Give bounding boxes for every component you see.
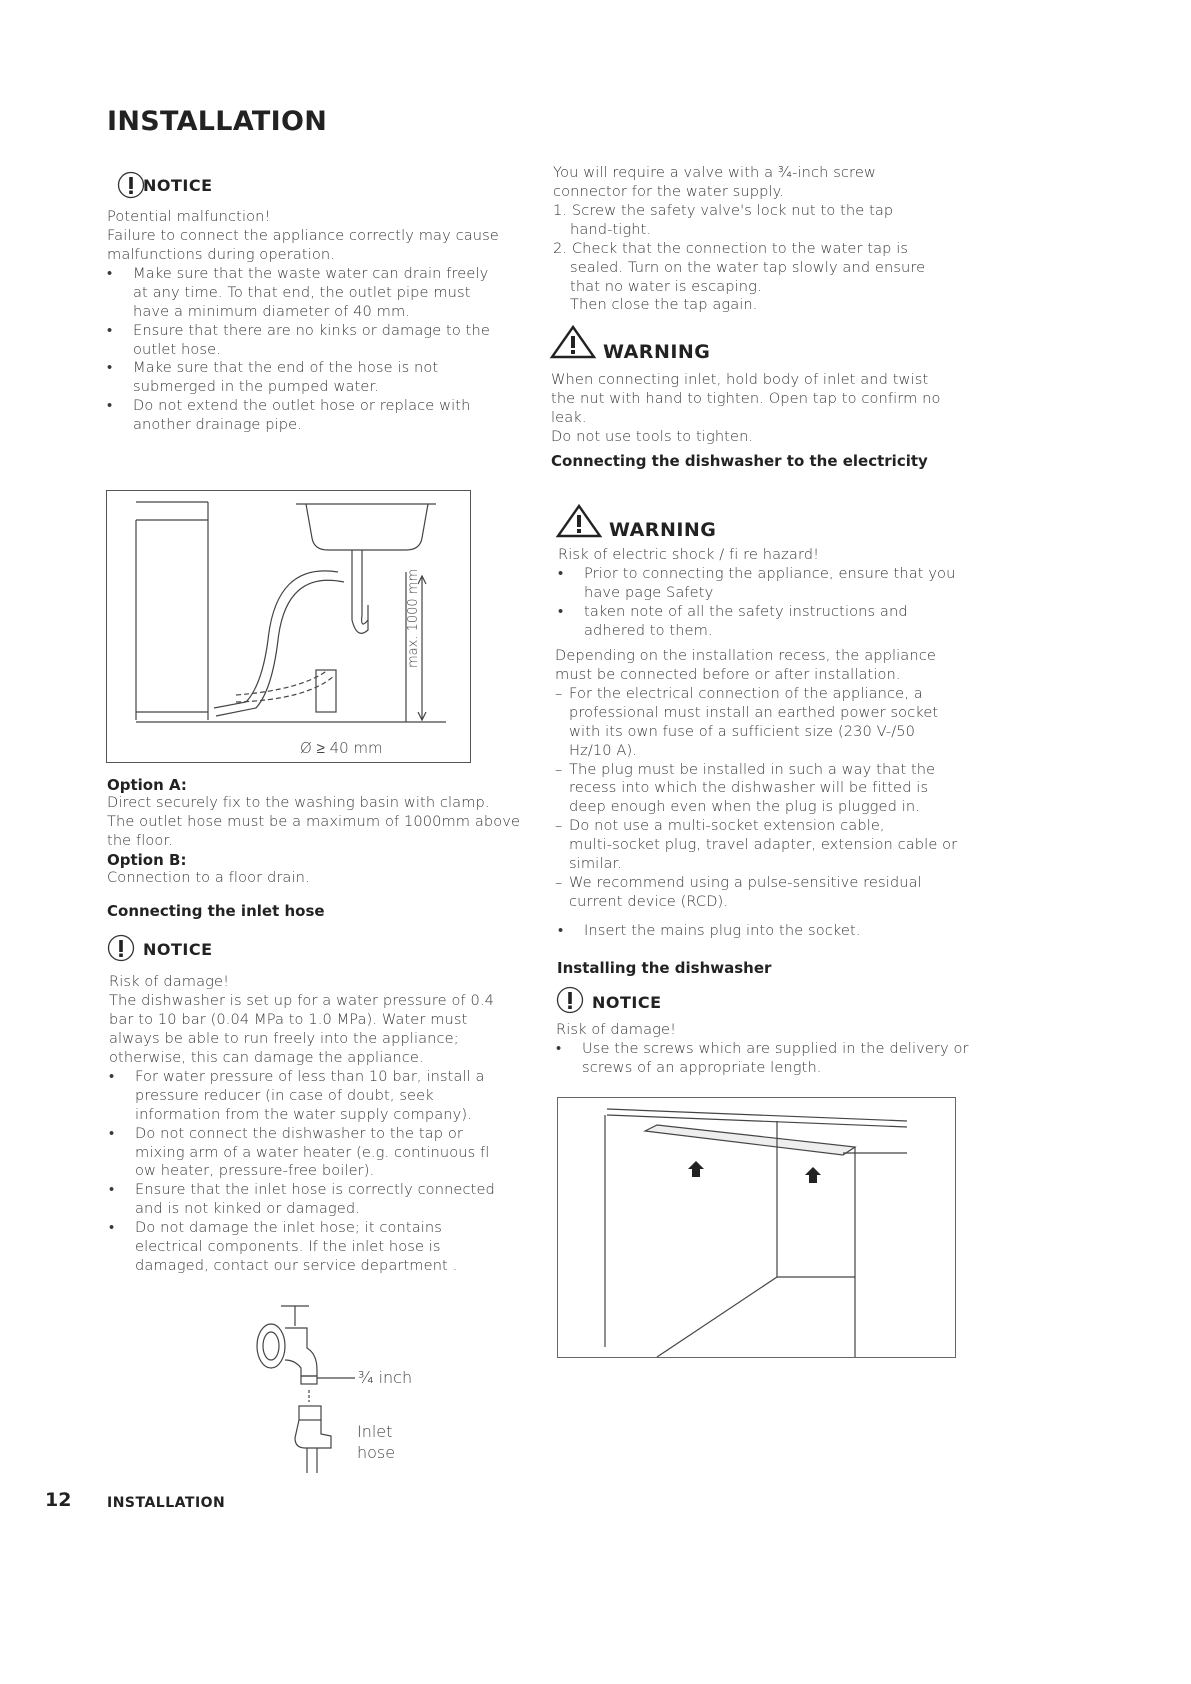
dash-marker: –	[555, 760, 563, 778]
notice-label: NOTICE	[592, 993, 662, 1012]
page-number: 12	[45, 1489, 72, 1511]
bullet-marker: •	[107, 321, 113, 339]
text-line: Do not use tools to tighten.	[551, 427, 754, 445]
insert-plug-bullet	[558, 922, 861, 941]
text-line: Insert the mains plug into the socket.	[584, 922, 861, 939]
text-line: Failure to connect the appliance correctly may cause	[107, 226, 499, 244]
text-line: that no water is escaping.	[570, 277, 762, 295]
text-line: Do not connect the dishwasher to the tap or	[135, 1124, 463, 1142]
text-line: outlet hose.	[133, 340, 221, 358]
list-item	[555, 761, 957, 818]
notice-text	[109, 973, 494, 1067]
warning-icon	[549, 324, 597, 360]
text-line: multi-socket plug, travel adapter, extension cable or	[569, 836, 958, 854]
hose-label-1: Inlet	[357, 1422, 393, 1441]
installation-diagram	[557, 1097, 957, 1359]
bullet-marker: •	[558, 565, 564, 582]
dash-marker: –	[555, 873, 563, 891]
text-line: deep enough even when the plug is plugged in.	[569, 798, 920, 816]
text-line: connector for the water supply.	[553, 182, 784, 200]
electricity-heading: Connecting the dishwasher to the electricity	[551, 452, 928, 470]
bullet-marker: •	[109, 1068, 115, 1085]
text-line: similar.	[569, 855, 623, 873]
notice-text	[107, 208, 499, 265]
diameter-label: Ø ≥ 40 mm	[300, 739, 383, 757]
text-line: the nut with hand to tighten. Open tap to confirm no	[551, 389, 941, 407]
text-line: damaged, contact our service department .	[135, 1256, 458, 1274]
bullet-marker: •	[558, 922, 564, 939]
list-item	[107, 265, 490, 322]
text-line: leak.	[551, 408, 587, 426]
warning-text	[551, 371, 941, 447]
text-line: Risk of damage!	[109, 973, 230, 990]
text-line: Prior to connecting the appliance, ensure that you	[584, 565, 956, 582]
text-line: The outlet hose must be a maximum of 1000mm above	[107, 812, 521, 830]
list-item	[107, 397, 490, 435]
bullet-marker: •	[107, 397, 113, 415]
step-item	[553, 202, 925, 240]
text-line: bar to 10 bar (0.04 MPa to 1.0 MPa). Water must	[109, 1010, 468, 1028]
footer-section: INSTALLATION	[107, 1495, 226, 1511]
warning-label: WARNING	[603, 341, 711, 363]
intro-text	[553, 164, 876, 202]
text-line: Risk of damage!	[556, 1021, 677, 1038]
text-line: Depending on the installation recess, the appliance	[555, 647, 936, 664]
step-item	[553, 240, 925, 316]
thread-label: ¾ inch	[358, 1368, 413, 1387]
notice-bullets	[556, 1040, 969, 1078]
text-line: Do not use a multi-socket extension cable,	[569, 817, 885, 835]
text-line: Ensure that there are no kinks or damage to the	[133, 321, 490, 339]
notice-label: NOTICE	[143, 176, 213, 195]
text-line: sealed. Turn on the water tap slowly and ensure	[570, 258, 926, 276]
bullet-marker: •	[109, 1219, 115, 1237]
text-line: 1. Screw the safety valve's lock nut to the tap	[553, 202, 894, 219]
text-line: Risk of electric shock / fi re hazard!	[558, 546, 820, 563]
option-a-heading: Option A:	[107, 776, 187, 794]
text-line: the floor.	[107, 831, 173, 849]
option-b-text	[107, 869, 310, 888]
warning-icon	[555, 503, 603, 539]
bullet-marker: •	[107, 359, 113, 377]
text-line: mixing arm of a water heater (e.g. continuous fl	[135, 1143, 490, 1161]
text-line: For water pressure of less than 10 bar, install a	[135, 1068, 485, 1085]
text-line: Direct securely fix to the washing basin with clamp.	[107, 794, 490, 811]
list-item	[556, 1040, 969, 1078]
step-list	[553, 202, 925, 315]
option-a-text	[107, 794, 520, 851]
warning-label: WARNING	[609, 519, 717, 541]
notice-label: NOTICE	[143, 940, 213, 959]
notice-text	[556, 1021, 676, 1040]
text-line: must be connected before or after installation.	[555, 665, 901, 683]
text-line: Then close the tap again.	[570, 296, 758, 314]
bullet-marker: •	[109, 1181, 115, 1199]
installing-heading: Installing the dishwasher	[557, 959, 772, 977]
list-item	[107, 322, 490, 360]
list-item	[107, 359, 490, 397]
text-line: have page Safety	[584, 583, 714, 601]
text-line: malfunctions during operation.	[107, 245, 335, 263]
text-line: hand-tight.	[570, 220, 652, 238]
text-line: When connecting inlet, hold body of inlet and twist	[551, 371, 929, 388]
electrical-requirements	[555, 685, 957, 912]
text-line: Do not damage the inlet hose; it contains	[135, 1219, 442, 1237]
list-item	[109, 1068, 495, 1125]
warning-text	[558, 546, 819, 565]
list-item	[109, 1181, 495, 1219]
text-line: Use the screws which are supplied in the delivery or	[582, 1040, 969, 1057]
text-line: at any time. To that end, the outlet pipe must	[133, 283, 471, 301]
list-item	[109, 1125, 495, 1182]
text-line: Ensure that the inlet hose is correctly connected	[135, 1181, 495, 1199]
text-line: recess into which the dishwasher will be fitted is	[569, 779, 929, 797]
text-line: have a minimum diameter of 40 mm.	[133, 302, 411, 320]
option-b-heading: Option B:	[107, 851, 187, 869]
inlet-heading: Connecting the inlet hose	[107, 902, 325, 920]
notice-icon	[117, 171, 145, 199]
text-line: adhered to them.	[584, 621, 713, 639]
hose-label-2: hose	[357, 1443, 396, 1462]
text-line: Connection to a floor drain.	[107, 869, 310, 886]
text-line: always be able to run freely into the appliance;	[109, 1029, 459, 1047]
text-line: otherwise, this can damage the appliance.	[109, 1048, 424, 1066]
text-line: Potential malfunction!	[107, 208, 271, 225]
text-line: ow heater, pressure-free boiler).	[135, 1162, 375, 1180]
text-line: Make sure that the end of the hose is not	[133, 359, 439, 377]
text-line: another drainage pipe.	[133, 416, 302, 434]
text-line: The plug must be installed in such a way that the	[569, 760, 936, 778]
text-line: Do not extend the outlet hose or replace with	[133, 397, 471, 415]
text-line: Hz/10 A).	[569, 741, 637, 759]
text-line: professional must install an earthed power socket	[569, 703, 939, 721]
text-line: pressure reducer (in case of doubt, seek	[135, 1086, 434, 1104]
text-line: We recommend using a pulse-sensitive residual	[569, 873, 922, 891]
text-line: submerged in the pumped water.	[133, 378, 379, 396]
page-title: INSTALLATION	[107, 106, 328, 137]
dash-marker: –	[555, 685, 563, 702]
list-item	[555, 874, 957, 912]
text-line: electrical components. If the inlet hose is	[135, 1238, 441, 1256]
tap-diagram	[245, 1298, 375, 1478]
list-item	[558, 603, 955, 641]
text-line: For the electrical connection of the appliance, a	[569, 685, 923, 702]
text-line: with its own fuse of a sufficient size (230 V-/50	[569, 722, 916, 740]
bullet-marker: •	[556, 1040, 562, 1057]
text-line: current device (RCD).	[569, 892, 729, 910]
text-line: 2. Check that the connection to the water tap is	[553, 239, 909, 257]
list-item	[109, 1219, 495, 1276]
bullet-marker: •	[109, 1124, 115, 1142]
dash-marker: –	[555, 817, 563, 835]
list-item	[555, 817, 957, 874]
text-line: The dishwasher is set up for a water pressure of 0.4	[109, 991, 494, 1009]
text-line: screws of an appropriate length.	[582, 1058, 822, 1076]
list-item	[558, 565, 955, 603]
text-line: Make sure that the waste water can drain freely	[133, 265, 489, 282]
text-line: taken note of all the safety instructions and	[584, 602, 908, 620]
text-line: information from the water supply company).	[135, 1105, 472, 1123]
list-item	[558, 922, 861, 941]
bullet-marker: •	[558, 602, 564, 620]
height-label: max. 1000 mm	[406, 568, 421, 668]
warning-bullets	[558, 565, 955, 641]
text-line: You will require a valve with a ¾-inch screw	[553, 164, 876, 181]
depending-text	[555, 647, 936, 685]
notice-icon	[107, 934, 135, 962]
text-line: and is not kinked or damaged.	[135, 1200, 360, 1218]
notice-bullets	[109, 1068, 495, 1276]
bullet-marker: •	[107, 265, 113, 282]
notice-icon	[556, 986, 584, 1014]
list-item	[555, 685, 957, 761]
notice-bullets	[107, 265, 490, 435]
